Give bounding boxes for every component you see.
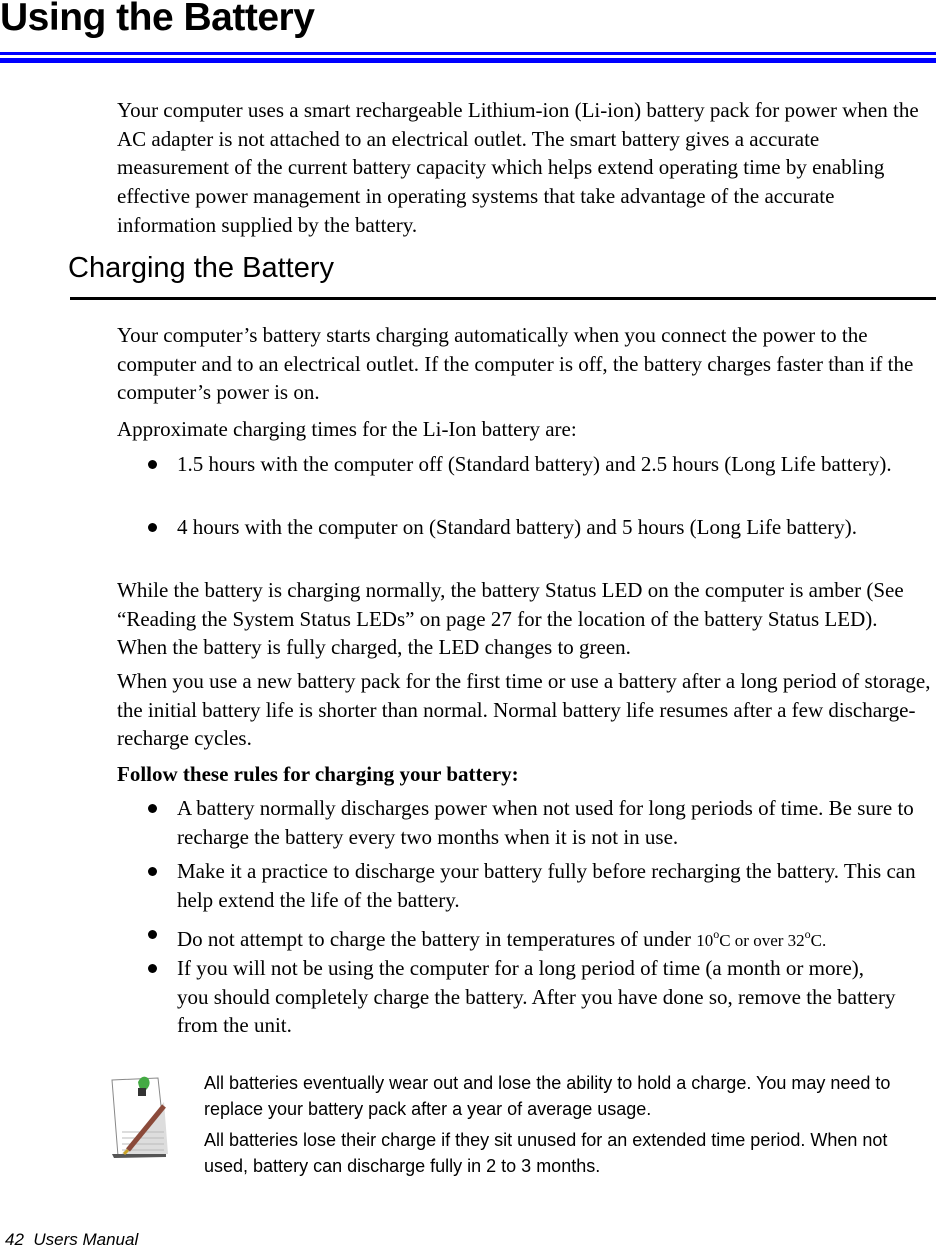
page-title: Using the Battery bbox=[0, 0, 315, 39]
note-pencil-icon bbox=[108, 1072, 170, 1162]
rules-heading: Follow these rules for charging your battery: bbox=[117, 762, 519, 786]
rule-temp-high: C or over 32 bbox=[719, 931, 805, 950]
rule-temp-low: 10 bbox=[696, 931, 714, 950]
section-heading: Charging the Battery bbox=[68, 252, 334, 284]
title-rule-thick bbox=[0, 58, 936, 63]
bullet-icon bbox=[148, 523, 157, 532]
list-item: If you will not be using the computer for a long period of time (a month or more), you should completely charge the battery. After you have done so, remove the battery from the unit. bbox=[177, 956, 896, 1038]
bullet-icon bbox=[148, 804, 157, 813]
degree-mark: o bbox=[713, 927, 720, 941]
list-item: 4 hours with the computer on (Standard battery) and 5 hours (Long Life battery). bbox=[177, 515, 857, 539]
list-item: 1.5 hours with the computer off (Standard battery) and 2.5 hours (Long Life battery). bbox=[177, 452, 892, 476]
bullet-icon bbox=[148, 460, 157, 469]
list-item: Make it a practice to discharge your battery fully before recharging the battery. This can help extend the life of the battery. bbox=[177, 859, 916, 912]
rule-text: Do not attempt to charge the battery in temperatures of under bbox=[177, 927, 697, 951]
title-rule-thin bbox=[0, 52, 936, 55]
bullet-icon bbox=[148, 867, 157, 876]
bullet-icon bbox=[148, 930, 157, 939]
degree-mark: o bbox=[804, 927, 811, 941]
list-item bbox=[177, 920, 936, 956]
intro-paragraph: Your computer uses a smart rechargeable Lithium-ion (Li-ion) battery pack for power when the AC adapter is not attached to an electrical outlet. The smart battery gives a accurate measurement of the current battery capacity which helps extend operating time by enabling effective power management in operating systems that take advantage of the accurate information supplied by the battery. bbox=[117, 98, 919, 237]
charging-times-intro: Approximate charging times for the Li-Ion battery are: bbox=[117, 417, 577, 441]
charging-paragraph: Your computer’s battery starts charging automatically when you connect the power to the computer and to an electrical outlet. If the computer is off, the battery charges faster than if the computer’s power is on. bbox=[117, 323, 914, 405]
note-text: All batteries eventually wear out and lose the ability to hold a charge. You may need to replace your battery pack after a year of average usage. bbox=[204, 1073, 891, 1119]
section-rule bbox=[70, 297, 936, 300]
page-footer: 42 Users Manual bbox=[5, 1230, 139, 1249]
bullet-icon bbox=[148, 964, 157, 973]
note-text: All batteries lose their charge if they sit unused for an extended time period. When not used, battery can discharge fully in 2 to 3 months. bbox=[204, 1130, 888, 1176]
new-battery-paragraph: When you use a new battery pack for the first time or use a battery after a long period of storage, the initial battery life is shorter than normal. Normal battery life resumes after a few discharge-recharge cycles. bbox=[117, 669, 931, 751]
rule-end: C. bbox=[810, 931, 827, 950]
list-item: A battery normally discharges power when not used for long periods of time. Be sure to recharge the battery every two months when it is not in use. bbox=[177, 796, 914, 849]
led-paragraph: While the battery is charging normally, the battery Status LED on the computer is amber (See “Reading the System Status LEDs” on page 27 for the location of the battery Status LED). When the battery is fully charged, the LED changes to green. bbox=[117, 578, 904, 660]
